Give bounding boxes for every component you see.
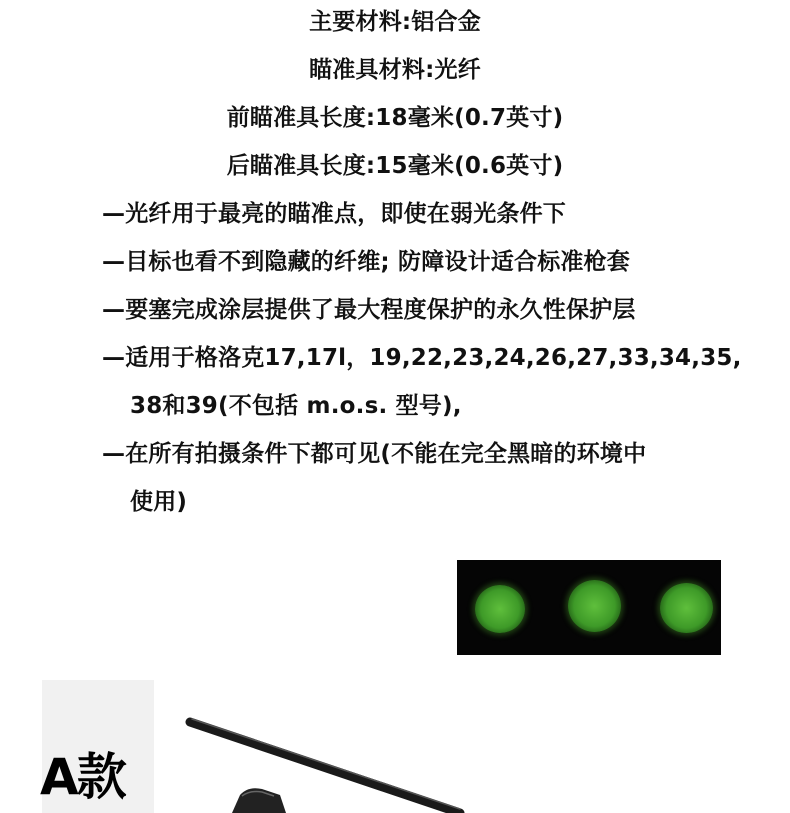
feature-item-continuation: 使用) — [130, 489, 188, 515]
fiber-rod — [190, 722, 460, 813]
feature-item: —要塞完成涂层提供了最大程度保护的永久性保护层 — [102, 297, 636, 323]
glow-dot — [568, 580, 621, 632]
glow-dot — [475, 585, 525, 633]
feature-item: —在所有拍摄条件下都可见(不能在完全黑暗的环境中 — [102, 441, 647, 467]
feature-item-continuation: 38和39(不包括 m.o.s. 型号), — [130, 393, 462, 419]
sight-product-photo — [170, 700, 480, 813]
feature-item: —光纤用于最亮的瞄准点，即使在弱光条件下 — [102, 201, 566, 227]
glow-dot — [660, 583, 713, 633]
feature-item: —适用于格洛克17,17l，19,22,23,24,26,27,33,34,35, — [102, 345, 742, 371]
model-label: A款 — [40, 748, 125, 806]
spec-rear-sight-length: 后瞄准具长度:15毫米(0.6英寸) — [226, 153, 564, 179]
glow-dots-image — [457, 560, 721, 655]
spec-sight-material: 瞄准具材料:光纤 — [309, 57, 481, 83]
spec-main-material: 主要材料:铝合金 — [309, 9, 481, 35]
spec-front-sight-length: 前瞄准具长度:18毫米(0.7英寸) — [226, 105, 564, 131]
fiber-rod-highlight — [192, 719, 460, 809]
feature-item: —目标也看不到隐藏的纤维; 防障设计适合标准枪套 — [102, 249, 631, 275]
